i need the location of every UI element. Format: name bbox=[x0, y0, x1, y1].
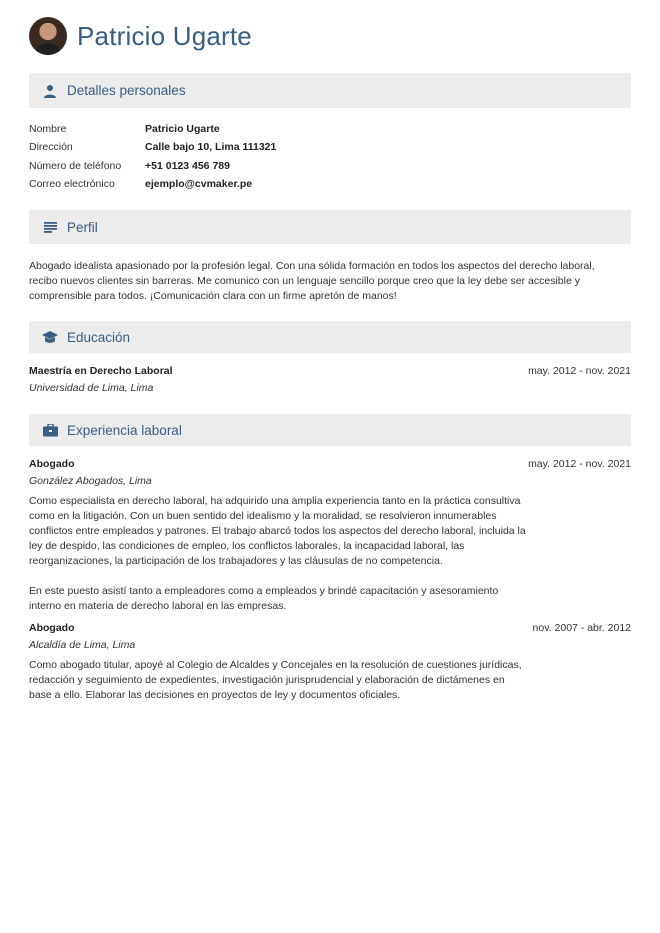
lines-icon bbox=[42, 219, 58, 235]
section-profile bbox=[29, 210, 631, 244]
job-title: Abogado bbox=[29, 458, 75, 470]
detail-value: Calle bajo 10, Lima 111321 bbox=[145, 141, 277, 154]
detail-value: ejemplo@cvmaker.pe bbox=[145, 177, 253, 190]
detail-label: Nombre bbox=[29, 123, 67, 135]
detail-value: Patricio Ugarte bbox=[145, 123, 220, 135]
graduation-cap-icon bbox=[42, 329, 58, 345]
education-dates: may. 2012 - nov. 2021 bbox=[528, 365, 631, 377]
detail-row bbox=[29, 138, 276, 156]
profile-text: Abogado idealista apasionado por la profesión legal. Con una sólida formación en todos los aspectos del derecho laboral, recibo nuevos clientes sin barreras. Me comunico con un lenguaje sencillo porque creo que la ley debe ser accesible y comprensible para todos. ¡Comunicación clara con un firme apretón de manos! bbox=[29, 260, 595, 302]
cv-header bbox=[29, 17, 252, 55]
job-title: Abogado bbox=[29, 622, 75, 634]
detail-label: Número de teléfono bbox=[29, 159, 122, 172]
detail-row bbox=[29, 157, 276, 175]
section-experience bbox=[29, 414, 631, 446]
detail-label: Correo electrónico bbox=[29, 177, 115, 190]
job-paragraph: Como abogado titular, apoyé al Colegio de Alcaldes y Concejales en la resolución de cuestiones jurídicas, redacción y seguimiento de expedientes, investigación jurisprudencial y elaboración de dictámenes en base a ello. Elaborar las decisiones en proyectos de ley y documentos oficiales. bbox=[29, 659, 522, 701]
personal-details-list bbox=[29, 120, 276, 193]
detail-label: Dirección bbox=[29, 141, 73, 154]
job-employer: González Abogados, Lima bbox=[29, 475, 152, 487]
detail-row bbox=[29, 120, 276, 138]
job-description bbox=[29, 658, 529, 703]
detail-value: +51 0123 456 789 bbox=[145, 159, 230, 172]
detail-row bbox=[29, 175, 276, 193]
section-title: Perfil bbox=[67, 219, 98, 235]
section-title: Experiencia laboral bbox=[67, 422, 182, 438]
section-education bbox=[29, 321, 631, 353]
section-title: Educación bbox=[67, 329, 131, 345]
job-paragraph: En este puesto asistí tanto a empleadores como a empleados y brindé capacitación y asesoramiento interno en materia de derecho laboral en las empresas. bbox=[29, 585, 499, 612]
section-title: Detalles personales bbox=[67, 83, 186, 98]
job-paragraph: Como especialista en derecho laboral, ha adquirido una amplia experiencia tanto en la práctica consultiva como en la litigación. Con un buen sentido del idealismo y la moralidad, se resolvieron innumerables conflictos entre empleados y patrones. El trabajo abarcó todos los aspectos del derecho laboral, incluida la ley de despido, las condiciones de empleo, los conflictos laborales, la incapacidad laboral, las reorganizaciones, la participación de los trabajadores y las cláusulas de no competencia. bbox=[29, 495, 526, 567]
candidate-name: Patricio Ugarte bbox=[77, 20, 252, 51]
person-icon bbox=[42, 83, 58, 99]
job-dates: may. 2012 - nov. 2021 bbox=[528, 458, 631, 470]
job-description bbox=[29, 494, 529, 614]
job-dates: nov. 2007 - abr. 2012 bbox=[532, 622, 631, 634]
section-personal-details bbox=[29, 73, 631, 108]
avatar bbox=[29, 17, 67, 55]
job-employer: Alcaldía de Lima, Lima bbox=[29, 639, 136, 651]
education-institution: Universidad de Lima, Lima bbox=[29, 382, 154, 394]
education-degree: Maestría en Derecho Laboral bbox=[29, 365, 173, 377]
briefcase-icon bbox=[42, 422, 58, 438]
